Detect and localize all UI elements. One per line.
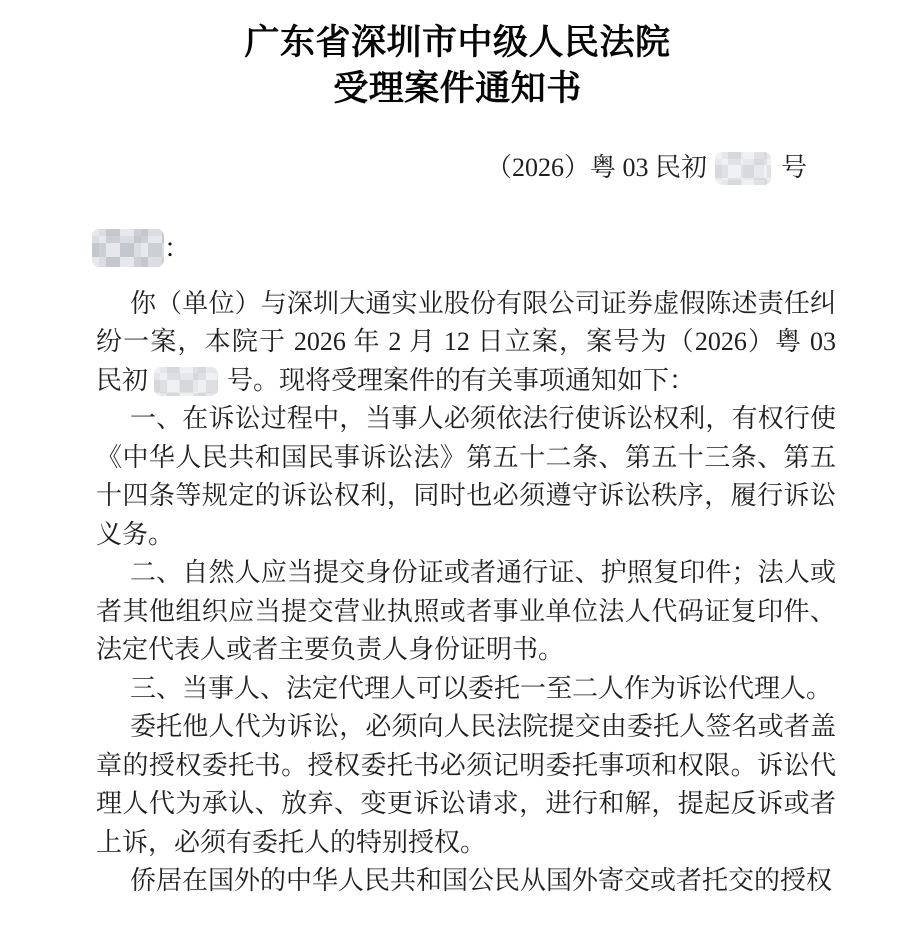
court-name: 广东省深圳市中级人民法院 [244, 23, 671, 62]
paragraph-item-two: 二、自然人应当提交身份证或者通行证、护照复印件；法人或者其他组织应当提交营业执照或者事业单位法人代码证复印件、法定代表人或者主要负责人身份证明书。 [96, 558, 836, 665]
addressee-colon: ： [164, 233, 191, 263]
addressee-line [0, 229, 915, 273]
document-header [0, 20, 915, 112]
redacted-case-number-block [715, 152, 771, 185]
case-intro-text-before-redaction: 你（单位）与深圳大通实业股份有限公司证券虚假陈述责任纠纷一案，本院于 2026 年 2 月 12 日立案，案号为（2026）粤 03 民初 [96, 288, 836, 395]
case-number-line [0, 148, 915, 189]
paragraph-item-one: 一、在诉讼过程中，当事人必须依法行使诉讼权利，有权行使《中华人民共和国民事诉讼法》第五十二条、第五十三条、第五十四条等规定的诉讼权利，同时也必须遵守诉讼秩序，履行诉讼义务。 [96, 404, 836, 549]
paragraph-overseas-citizens: 侨居在国外的中华人民共和国公民从国外寄交或者托交的授权 [130, 866, 833, 896]
redacted-case-number-inline-block [154, 367, 218, 396]
case-number-prefix: （2026）粤 03 民初 [485, 153, 707, 182]
paragraph-case-intro [96, 285, 836, 401]
case-number-suffix: 号 [780, 153, 807, 182]
case-intro-text-after-redaction: 号。现将受理案件的有关事项通知如下： [227, 365, 696, 395]
notice-body [0, 285, 915, 901]
paragraph-item-three: 三、当事人、法定代理人可以委托一至二人作为诉讼代理人。 [130, 673, 833, 703]
document-title: 受理案件通知书 [333, 69, 582, 108]
redacted-addressee-name-block [92, 229, 164, 267]
paragraph-authorization: 委托他人代为诉讼，必须向人民法院提交由委托人签名或者盖章的授权委托书。授权委托书必须记明委托事项和权限。诉讼代理人代为承认、放弃、变更诉讼请求，进行和解，提起反诉或者上诉，必须有委托人的特别授权。 [96, 712, 836, 857]
